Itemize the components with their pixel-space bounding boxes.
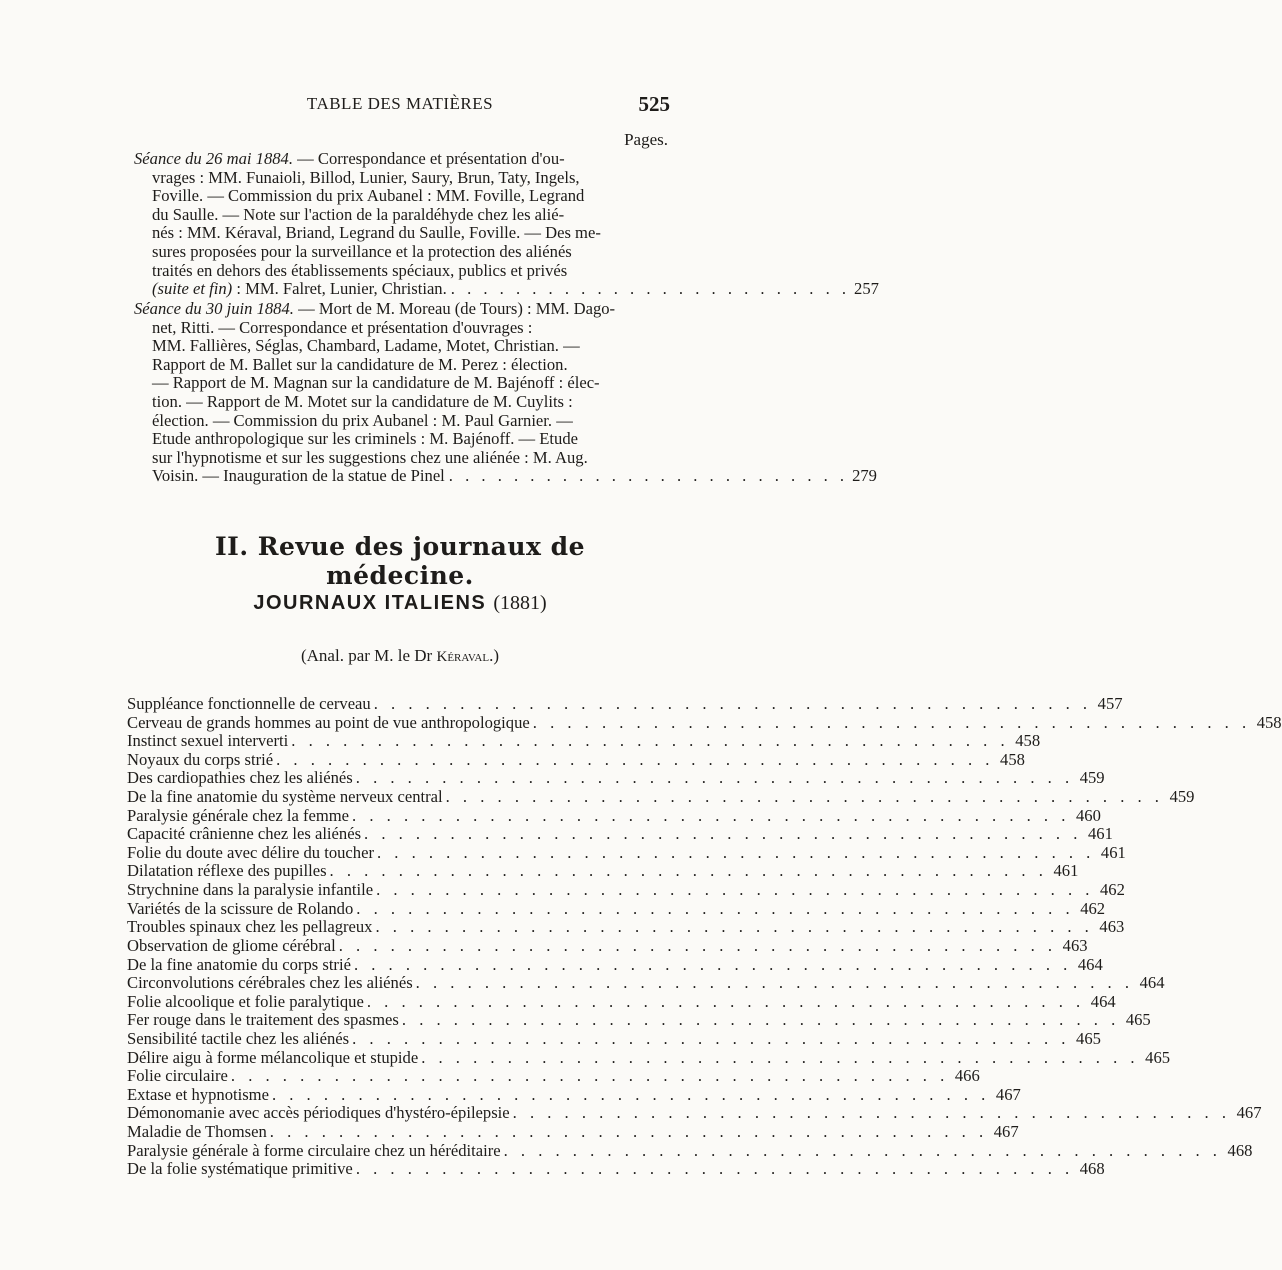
seance-italic-note: (suite et fin) [152,279,233,299]
seance-line: net, Ritti. — Correspondance et présentation d'ouvrages : [152,317,533,337]
toc-entry [127,712,1282,733]
toc-entry [127,935,1088,956]
seance-line: — Correspondance et présentation d'ou- [297,149,565,168]
running-head [130,92,670,118]
toc-entry [127,731,1041,751]
toc-entry [127,787,1195,807]
toc-entry-title: Observation de gliome cérébral [127,935,336,955]
seance-line: Voisin. — Inauguration de la statue de Pinel [152,466,445,486]
toc-entry-page: 461 [1053,861,1079,881]
dot-leader: . . . . . . . . . . . . . . . . . . . . . . . . . . . . . . . . . . . . . . . . . . [329,861,1048,881]
dot-leader: . . . . . . . . . . . . . . . . . . . . . . . . . . . . . . . . . . . . . . . . . . [352,805,1070,825]
dot-leader: . . . . . . . . . . . . . . . . . . . . . . . . . . . . . . . . . . . . . . . . . . [401,1010,1120,1030]
toc-entry [127,749,1025,770]
toc-entry-title: Cerveau de grands hommes au point de vue anthropologique [127,712,530,732]
dot-leader: . . . . . . . . . . . . . . . . . . . . . . . . . . . . . . . . . . . . . . . . . . [338,935,1057,955]
table-of-contents [127,694,1282,1179]
seance-line: traités en dehors des établissements spéciaux, publics et privés [152,260,568,280]
dot-leader: . . . . . . . . . . . . . . . . . . . . . . . . . [450,279,851,299]
toc-entry-title: Strychnine dans la paralysie infantile [127,880,374,900]
toc-entry [127,1010,1151,1030]
analyst-name: Kéraval [436,649,490,665]
dot-leader: . . . . . . . . . . . . . . . . . . . . . . . . . . . . . . . . . . . . . . . . . . [269,1122,988,1142]
seance-line: : MM. Falret, Lunier, Christian. [232,279,447,299]
toc-entry [127,898,1106,919]
running-title: TABLE DES MATIÈRES [306,94,494,113]
dot-leader: . . . . . . . . . . . . . . . . . . . . . . . . . . . . . . . . . . . . . . . . . . [230,1066,949,1086]
dot-leader: . . . . . . . . . . . . . . . . . . . . . . . . . . . . . . . . . . . . . . . . . . [352,1028,1070,1048]
toc-entry-title: Folie circulaire [127,1066,228,1086]
toc-entry [127,917,1125,937]
toc-entry [127,1140,1253,1161]
dot-leader: . . . . . . . . . . . . . . . . . . . . . . . . . . . . . . . . . . . . . . . . . . [291,731,1010,751]
toc-entry-page: 468 [1227,1140,1253,1160]
toc-entry-title: Maladie de Thomsen [127,1122,267,1142]
seance-line: MM. Fallières, Séglas, Chambard, Ladame, Motet, Christian. — [152,336,580,356]
dot-leader: . . . . . . . . . . . . . . . . . . . . . . . . . . . . . . . . . . . . . . . . . . [364,824,1082,844]
toc-entry-page: 459 [1079,768,1105,788]
dot-leader: . . . . . . . . . . . . . . . . . . . . . . . . . . . . . . . . . . . . . . . . . . [373,694,1092,713]
toc-entry-title: Instinct sexuel interverti [127,731,289,751]
toc-entry-title: Variétés de la scissure de Rolando [127,898,354,918]
toc-entry [127,694,1123,714]
toc-entry [127,1103,1262,1123]
seance-first-line [134,150,670,169]
analyst-credit [140,646,660,666]
toc-entry-title: Dilatation réflexe des pupilles [127,861,327,881]
seance-line: — Mort de M. Moreau (de Tours) : MM. Dago- [298,299,616,318]
toc-entry-title: Folie du doute avec délire du toucher [127,842,374,862]
dot-leader: . . . . . . . . . . . . . . . . . . . . . . . . . . . . . . . . . . . . . . . . . . [421,1047,1140,1067]
dot-leader: . . . . . . . . . . . . . . . . . . . . . . . . . . . . . . . . . . . . . . . . . . [355,1159,1074,1179]
toc-entry-page: 461 [1100,842,1126,862]
toc-entry-title: De la folie systématique primitive [127,1159,353,1179]
toc-entry-page: 458 [1256,712,1282,732]
toc-entry [127,880,1125,900]
seance-last-line [134,466,877,486]
dot-leader: . . . . . . . . . . . . . . . . . . . . . . . . . . . . . . . . . . . . . . . . . . [512,1103,1231,1123]
toc-entry-page: 458 [1000,749,1025,769]
toc-entry-title: Extase et hypnotisme [127,1084,269,1104]
seance-line: du Saulle. — Note sur l'action de la paraldéhyde chez les alié- [152,204,565,224]
toc-entry-page: 462 [1080,898,1106,918]
toc-entry-page: 467 [1236,1103,1262,1123]
toc-entry-title: Fer rouge dans le traitement des spasmes [127,1010,399,1030]
toc-entry-page: 468 [1079,1159,1105,1179]
seance-line: — Rapport de M. Magnan sur la candidature de M. Bajénoff : élec- [152,373,600,393]
toc-entry-page: 464 [1077,954,1103,974]
toc-entry [127,1122,1019,1142]
dot-leader: . . . . . . . . . . . . . . . . . . . . . . . . . . . . . . . . . . . . . . . . . . [355,768,1074,788]
dot-leader: . . . . . . . . . . . . . . . . . . . . . . . . . . . . . . . . . . . . . . . . . . [376,880,1094,900]
toc-entry-page: 465 [1076,1028,1101,1048]
seance-first-line [134,300,670,319]
analyst-suffix: .) [489,646,500,665]
toc-entry-page: 465 [1145,1047,1171,1067]
page-number: 525 [638,92,670,116]
toc-entry [127,824,1113,844]
toc-entry-page: 465 [1125,1010,1151,1030]
toc-entry [127,768,1105,788]
toc-entry [127,954,1103,975]
toc-entry-title: Troubles spinaux chez les pellagreux [127,917,373,937]
seance-line: nés : MM. Kéraval, Briand, Legrand du Saulle, Foville. — Des me- [152,223,601,243]
journal-title-text: JOURNAUX ITALIENS [253,592,487,614]
toc-entry-page: 463 [1099,917,1125,937]
toc-entry-page: 463 [1062,935,1088,955]
journal-title [140,592,660,615]
toc-entry [127,1084,1021,1105]
toc-entry [127,991,1116,1012]
toc-entry-page: 464 [1090,991,1116,1011]
toc-entry-title: Suppléance fonctionnelle de cerveau [127,694,371,713]
analyst-prefix: (Anal. par M. le Dr [300,646,437,665]
toc-entry [127,1028,1101,1049]
toc-entry-page: 459 [1169,787,1195,807]
dot-leader: . . . . . . . . . . . . . . . . . . . . . . . . . . . . . . . . . . . . . . . . . . [532,712,1251,732]
toc-entry-page: 464 [1139,973,1165,993]
toc-entry-title: Paralysie générale chez la femme [127,805,350,825]
toc-entry-page: 466 [954,1066,980,1086]
dot-leader: . . . . . . . . . . . . . . . . . . . . . . . . . . . . . . . . . . . . . . . . . . [503,1140,1222,1160]
toc-entry [127,973,1165,993]
toc-entry-page: 460 [1075,805,1101,825]
toc-entry [127,861,1079,881]
toc-entry [127,1159,1105,1179]
toc-entry-title: Noyaux du corps strié [127,749,274,769]
toc-entry-page: 467 [993,1122,1019,1142]
toc-entry-title: Délire aigu à forme mélancolique et stupide [127,1047,419,1067]
dot-leader: . . . . . . . . . . . . . . . . . . . . . . . . . . . . . . . . . . . . . . . . . . [271,1084,990,1104]
seance-line: Rapport de M. Ballet sur la candidature de M. Perez : élection. [152,354,568,374]
toc-entry-title: De la fine anatomie du corps strié [127,954,351,974]
pages-column-label: Pages. [624,130,668,149]
toc-entry-page: 458 [1015,731,1041,751]
toc-entry-title: De la fine anatomie du système nerveux central [127,787,443,807]
toc-entry-title: Folie alcoolique et folie paralytique [127,991,364,1011]
seance-date: Séance du 26 mai 1884. [134,149,293,168]
dot-leader: . . . . . . . . . . . . . . . . . . . . . . . . . . . . . . . . . . . . . . . . . . [445,787,1164,807]
toc-entry-page: 467 [995,1084,1021,1104]
dot-leader: . . . . . . . . . . . . . . . . . . . . . . . . . . . . . . . . . . . . . . . . . . [376,842,1095,862]
toc-entry-title: Sensibilité tactile chez les aliénés [127,1028,350,1048]
dot-leader: . . . . . . . . . . . . . . . . . . . . . . . . . . . . . . . . . . . . . . . . . . [276,749,994,769]
dot-leader: . . . . . . . . . . . . . . . . . . . . . . . . . . . . . . . . . . . . . . . . . . [353,954,1072,974]
dot-leader: . . . . . . . . . . . . . . . . . . . . . . . . . . . . . . . . . . . . . . . . . . [366,991,1085,1011]
dot-leader: . . . . . . . . . . . . . . . . . . . . . . . . . . . . . . . . . . . . . . . . . . [375,917,1094,937]
toc-entry [127,1047,1171,1068]
seance-page: 257 [854,279,879,299]
toc-entry-title: Paralysie générale à forme circulaire chez un héréditaire [127,1140,501,1160]
seance-line: Etude anthropologique sur les criminels : M. Bajénoff. — Etude [152,429,578,449]
dot-leader: . . . . . . . . . . . . . . . . . . . . . . . . . [448,466,849,486]
dot-leader: . . . . . . . . . . . . . . . . . . . . . . . . . . . . . . . . . . . . . . . . . . [415,973,1134,993]
journal-year: (1881) [493,592,547,614]
toc-entry-title: Des cardiopathies chez les aliénés [127,768,353,788]
seance-date: Séance du 30 juin 1884. [134,299,294,318]
toc-entry [127,842,1126,863]
seance-line: Foville. — Commission du prix Aubanel : MM. Foville, Legrand [152,186,585,206]
toc-entry-page: 462 [1100,880,1125,900]
seance-line: tion. — Rapport de M. Motet sur la candidature de M. Cuylits : [152,391,573,411]
toc-entry-page: 461 [1087,824,1113,844]
seance-line: élection. — Commission du prix Aubanel : M. Paul Garnier. — [152,410,573,430]
seance-line: sures proposées pour la surveillance et la protection des aliénés [152,241,572,261]
seance-entry [134,149,879,299]
toc-entry-page: 457 [1097,694,1123,713]
seance-page: 279 [852,466,877,486]
seance-last-line [134,279,879,299]
toc-entry [127,805,1101,826]
section-heading: II. Revue des journaux de médecine. [214,532,586,590]
seance-entry [134,299,877,486]
dot-leader: . . . . . . . . . . . . . . . . . . . . . . . . . . . . . . . . . . . . . . . . . . [356,898,1075,918]
seance-line: vrages : MM. Funaioli, Billod, Lunier, Saury, Brun, Taty, Ingels, [152,167,580,187]
seance-line: sur l'hypnotisme et sur les suggestions chez une aliénée : M. Aug. [152,447,588,467]
toc-entry-title: Circonvolutions cérébrales chez les aliénés [127,973,413,993]
toc-entry [127,1066,980,1086]
toc-entry-title: Démonomanie avec accès périodiques d'hystéro-épilepsie [127,1103,510,1123]
toc-entry-title: Capacité crânienne chez les aliénés [127,824,362,844]
